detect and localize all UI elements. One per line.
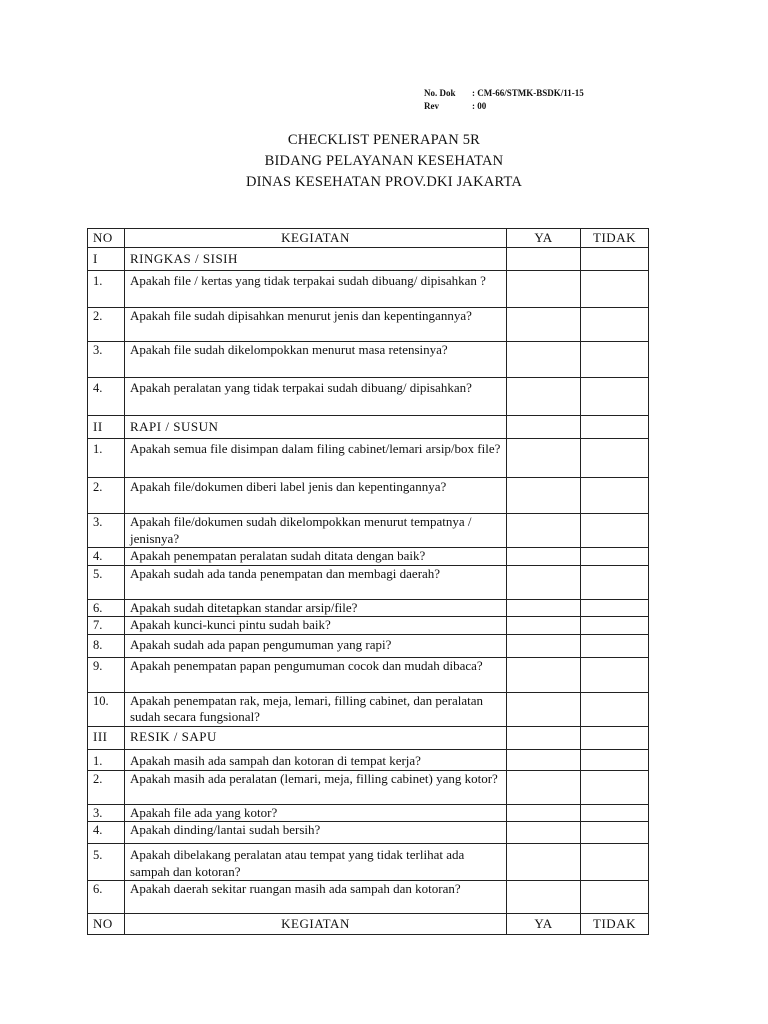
document-title bbox=[0, 130, 768, 193]
item-text: Apakah file/dokumen sudah dikelompokkan menurut tempatnya / jenisnya? bbox=[125, 514, 507, 548]
ya-cell[interactable] bbox=[507, 844, 581, 881]
item-number: 1. bbox=[88, 271, 125, 308]
table-row bbox=[88, 617, 649, 635]
tidak-cell[interactable] bbox=[581, 514, 649, 548]
table-row bbox=[88, 692, 649, 726]
item-number: 4. bbox=[88, 822, 125, 844]
header-kegiatan: KEGIATAN bbox=[125, 229, 507, 248]
table-footer-header-row bbox=[88, 914, 649, 935]
header-no: NO bbox=[88, 229, 125, 248]
item-text: Apakah kunci-kunci pintu sudah baik? bbox=[125, 617, 507, 635]
table-row bbox=[88, 804, 649, 822]
header-ya: YA bbox=[507, 914, 581, 935]
item-number: 3. bbox=[88, 514, 125, 548]
tidak-cell[interactable] bbox=[581, 634, 649, 657]
table-row bbox=[88, 881, 649, 914]
table-row bbox=[88, 565, 649, 599]
ya-cell[interactable] bbox=[507, 308, 581, 342]
checklist-table bbox=[87, 228, 649, 935]
tidak-cell[interactable] bbox=[581, 308, 649, 342]
item-number: 4. bbox=[88, 378, 125, 416]
tidak-cell[interactable] bbox=[581, 726, 649, 749]
item-number: 1. bbox=[88, 749, 125, 770]
tidak-cell[interactable] bbox=[581, 770, 649, 804]
table-row bbox=[88, 770, 649, 804]
header-kegiatan: KEGIATAN bbox=[125, 914, 507, 935]
item-number: 1. bbox=[88, 439, 125, 478]
item-text: Apakah penempatan papan pengumuman cocok dan mudah dibaca? bbox=[125, 657, 507, 692]
table-row bbox=[88, 308, 649, 342]
ya-cell[interactable] bbox=[507, 822, 581, 844]
table-row bbox=[88, 749, 649, 770]
item-text: Apakah masih ada sampah dan kotoran di tempat kerja? bbox=[125, 749, 507, 770]
tidak-cell[interactable] bbox=[581, 881, 649, 914]
item-number: 3. bbox=[88, 342, 125, 378]
tidak-cell[interactable] bbox=[581, 844, 649, 881]
ya-cell[interactable] bbox=[507, 804, 581, 822]
ya-cell[interactable] bbox=[507, 617, 581, 635]
item-text: Apakah file sudah dipisahkan menurut jenis dan kepentingannya? bbox=[125, 308, 507, 342]
ya-cell[interactable] bbox=[507, 378, 581, 416]
ya-cell[interactable] bbox=[507, 657, 581, 692]
header-tidak: TIDAK bbox=[581, 229, 649, 248]
ya-cell[interactable] bbox=[507, 881, 581, 914]
section-title: RINGKAS / SISIH bbox=[125, 248, 507, 271]
ya-cell[interactable] bbox=[507, 634, 581, 657]
tidak-cell[interactable] bbox=[581, 548, 649, 566]
revision-label: Rev bbox=[424, 101, 439, 111]
title-line-3: DINAS KESEHATAN PROV.DKI JAKARTA bbox=[245, 174, 523, 190]
item-text: Apakah semua file disimpan dalam filing cabinet/lemari arsip/box file? bbox=[125, 439, 507, 478]
table-row bbox=[88, 478, 649, 514]
ya-cell[interactable] bbox=[507, 342, 581, 378]
item-number: 6. bbox=[88, 881, 125, 914]
table-row bbox=[88, 822, 649, 844]
revision-value: : 00 bbox=[472, 101, 487, 111]
item-text: Apakah file ada yang kotor? bbox=[125, 804, 507, 822]
item-text: Apakah daerah sekitar ruangan masih ada sampah dan kotoran? bbox=[125, 881, 507, 914]
item-number: 8. bbox=[88, 634, 125, 657]
table-row bbox=[88, 548, 649, 566]
ya-cell[interactable] bbox=[507, 749, 581, 770]
table-row bbox=[88, 342, 649, 378]
item-text: Apakah penempatan peralatan sudah ditata dengan baik? bbox=[125, 548, 507, 566]
ya-cell[interactable] bbox=[507, 548, 581, 566]
section-number: III bbox=[88, 726, 125, 749]
tidak-cell[interactable] bbox=[581, 248, 649, 271]
item-text: Apakah file/dokumen diberi label jenis dan kepentingannya? bbox=[125, 478, 507, 514]
item-text: Apakah sudah ditetapkan standar arsip/file? bbox=[125, 599, 507, 617]
item-number: 10. bbox=[88, 692, 125, 726]
ya-cell[interactable] bbox=[507, 565, 581, 599]
table-row bbox=[88, 514, 649, 548]
tidak-cell[interactable] bbox=[581, 478, 649, 514]
item-text: Apakah file / kertas yang tidak terpakai sudah dibuang/ dipisahkan ? bbox=[125, 271, 507, 308]
item-text: Apakah dinding/lantai sudah bersih? bbox=[125, 822, 507, 844]
item-text: Apakah file sudah dikelompokkan menurut masa retensinya? bbox=[125, 342, 507, 378]
ya-cell[interactable] bbox=[507, 478, 581, 514]
item-text: Apakah dibelakang peralatan atau tempat yang tidak terlihat ada sampah dan kotoran? bbox=[125, 844, 507, 881]
doc-number-value: : CM-66/STMK-BSDK/11-15 bbox=[472, 88, 584, 98]
tidak-cell[interactable] bbox=[581, 657, 649, 692]
ya-cell[interactable] bbox=[507, 416, 581, 439]
ya-cell[interactable] bbox=[507, 770, 581, 804]
tidak-cell[interactable] bbox=[581, 749, 649, 770]
table-row bbox=[88, 844, 649, 881]
ya-cell[interactable] bbox=[507, 514, 581, 548]
tidak-cell[interactable] bbox=[581, 565, 649, 599]
table-row bbox=[88, 634, 649, 657]
tidak-cell[interactable] bbox=[581, 617, 649, 635]
ya-cell[interactable] bbox=[507, 439, 581, 478]
table-header-row bbox=[88, 229, 649, 248]
title-line-1: CHECKLIST PENERAPAN 5R bbox=[287, 132, 481, 148]
tidak-cell[interactable] bbox=[581, 416, 649, 439]
tidak-cell[interactable] bbox=[581, 822, 649, 844]
item-number: 4. bbox=[88, 548, 125, 566]
doc-number-row bbox=[424, 87, 584, 100]
tidak-cell[interactable] bbox=[581, 439, 649, 478]
section-title: RAPI / SUSUN bbox=[125, 416, 507, 439]
table-row bbox=[88, 439, 649, 478]
document-reference bbox=[424, 87, 584, 113]
tidak-cell[interactable] bbox=[581, 342, 649, 378]
item-number: 2. bbox=[88, 478, 125, 514]
item-number: 6. bbox=[88, 599, 125, 617]
section-row-resik bbox=[88, 726, 649, 749]
item-number: 5. bbox=[88, 565, 125, 599]
item-number: 5. bbox=[88, 844, 125, 881]
title-line-2: BIDANG PELAYANAN KESEHATAN bbox=[264, 153, 504, 169]
ya-cell[interactable] bbox=[507, 248, 581, 271]
tidak-cell[interactable] bbox=[581, 378, 649, 416]
doc-number-label: No. Dok bbox=[424, 88, 456, 98]
tidak-cell[interactable] bbox=[581, 692, 649, 726]
ya-cell[interactable] bbox=[507, 692, 581, 726]
section-row-ringkas bbox=[88, 248, 649, 271]
section-row-rapi bbox=[88, 416, 649, 439]
item-text: Apakah penempatan rak, meja, lemari, filling cabinet, dan peralatan sudah secara fungsional? bbox=[125, 692, 507, 726]
header-ya: YA bbox=[507, 229, 581, 248]
item-number: 7. bbox=[88, 617, 125, 635]
section-number: II bbox=[88, 416, 125, 439]
table-row bbox=[88, 271, 649, 308]
table-row bbox=[88, 657, 649, 692]
tidak-cell[interactable] bbox=[581, 599, 649, 617]
item-number: 3. bbox=[88, 804, 125, 822]
item-text: Apakah peralatan yang tidak terpakai sudah dibuang/ dipisahkan? bbox=[125, 378, 507, 416]
revision-row bbox=[424, 100, 584, 113]
item-number: 9. bbox=[88, 657, 125, 692]
ya-cell[interactable] bbox=[507, 599, 581, 617]
item-text: Apakah sudah ada papan pengumuman yang rapi? bbox=[125, 634, 507, 657]
tidak-cell[interactable] bbox=[581, 804, 649, 822]
tidak-cell[interactable] bbox=[581, 271, 649, 308]
section-title: RESIK / SAPU bbox=[125, 726, 507, 749]
item-number: 2. bbox=[88, 770, 125, 804]
item-number: 2. bbox=[88, 308, 125, 342]
table-row bbox=[88, 599, 649, 617]
ya-cell[interactable] bbox=[507, 726, 581, 749]
header-no: NO bbox=[88, 914, 125, 935]
table-row bbox=[88, 378, 649, 416]
ya-cell[interactable] bbox=[507, 271, 581, 308]
item-text: Apakah sudah ada tanda penempatan dan membagi daerah? bbox=[125, 565, 507, 599]
item-text: Apakah masih ada peralatan (lemari, meja, filling cabinet) yang kotor? bbox=[125, 770, 507, 804]
section-number: I bbox=[88, 248, 125, 271]
header-tidak: TIDAK bbox=[581, 914, 649, 935]
